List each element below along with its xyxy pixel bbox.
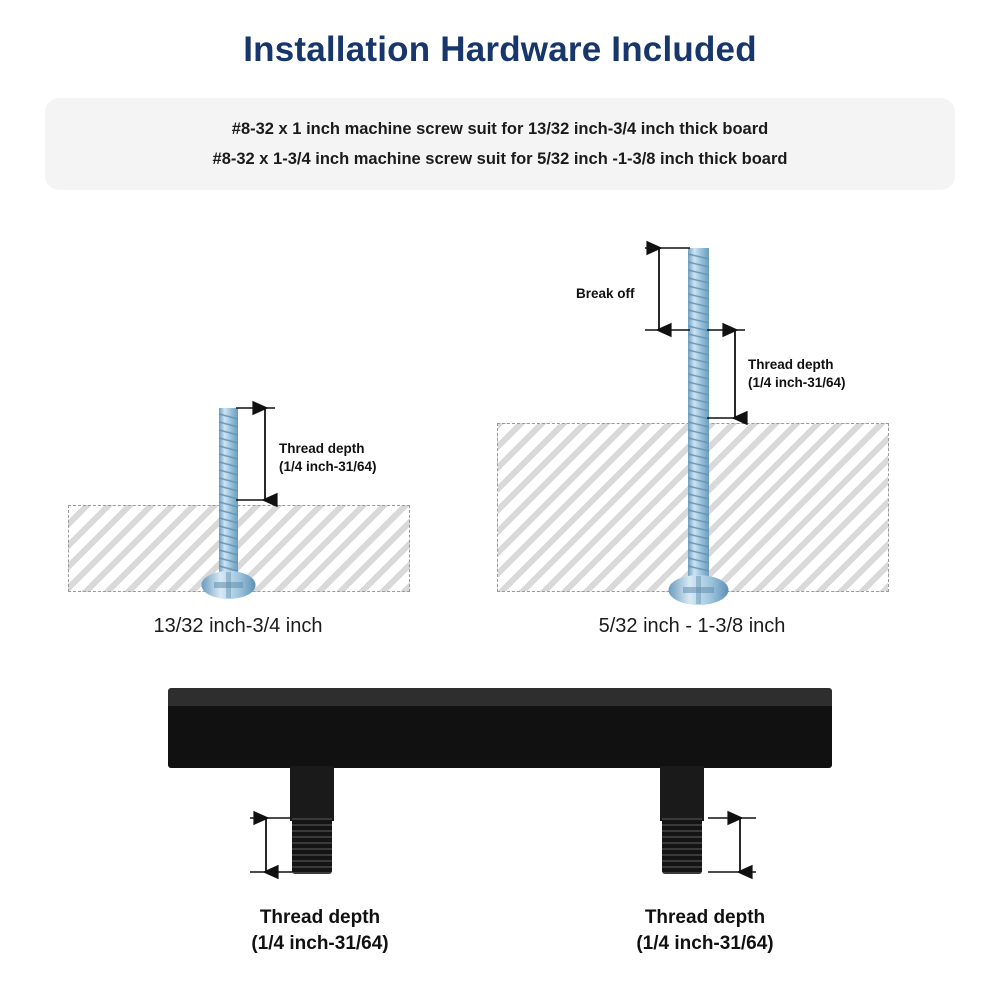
label-bar-left-line1: Thread depth	[259, 907, 381, 928]
label-right-thread-depth-line1: Thread depth	[748, 357, 834, 372]
label-right-thread-depth-line2: (1/4 inch-31/64)	[748, 375, 846, 391]
label-bar-left-line2: (1/4 inch-31/64)	[251, 932, 389, 954]
bar-pull-post-right	[660, 766, 704, 821]
label-left-thread-depth-line2: (1/4 inch-31/64)	[279, 459, 377, 475]
label-bar-right-line2: (1/4 inch-31/64)	[636, 932, 774, 954]
label-bar-left-thread-depth	[180, 905, 460, 956]
spec-box	[45, 98, 955, 190]
dimension-left-thread-depth	[236, 408, 275, 500]
bar-pull-top-face	[168, 688, 832, 708]
dimension-right-break-off	[645, 248, 690, 330]
spec-line-1: #8-32 x 1 inch machine screw suit for 13/32 inch-3/4 inch thick board	[231, 120, 769, 138]
page-title: Installation Hardware Included	[243, 30, 757, 69]
label-right-break-off: Break off	[576, 286, 635, 301]
bar-pull-thread-right	[662, 818, 702, 874]
label-bar-right-thread-depth	[565, 905, 845, 956]
bar-pull-body	[168, 706, 832, 768]
bar-pull-thread-left	[292, 818, 332, 874]
board-right	[497, 423, 889, 592]
label-right-thread-depth	[748, 356, 846, 392]
board-left	[68, 505, 410, 592]
caption-right: 5/32 inch - 1-3/8 inch	[598, 615, 786, 637]
caption-left: 13/32 inch-3/4 inch	[153, 615, 323, 637]
dimension-bar-left-thread-depth	[250, 818, 296, 872]
spec-line-2: #8-32 x 1-3/4 inch machine screw suit for 5/32 inch -1-3/8 inch thick board	[212, 150, 788, 168]
label-left-thread-depth-line1: Thread depth	[279, 441, 365, 456]
label-bar-right-line1: Thread depth	[644, 907, 766, 928]
bar-pull-post-left	[290, 766, 334, 821]
label-left-thread-depth	[279, 440, 377, 476]
dimension-right-thread-depth	[707, 330, 745, 418]
dimension-bar-right-thread-depth	[708, 818, 756, 872]
